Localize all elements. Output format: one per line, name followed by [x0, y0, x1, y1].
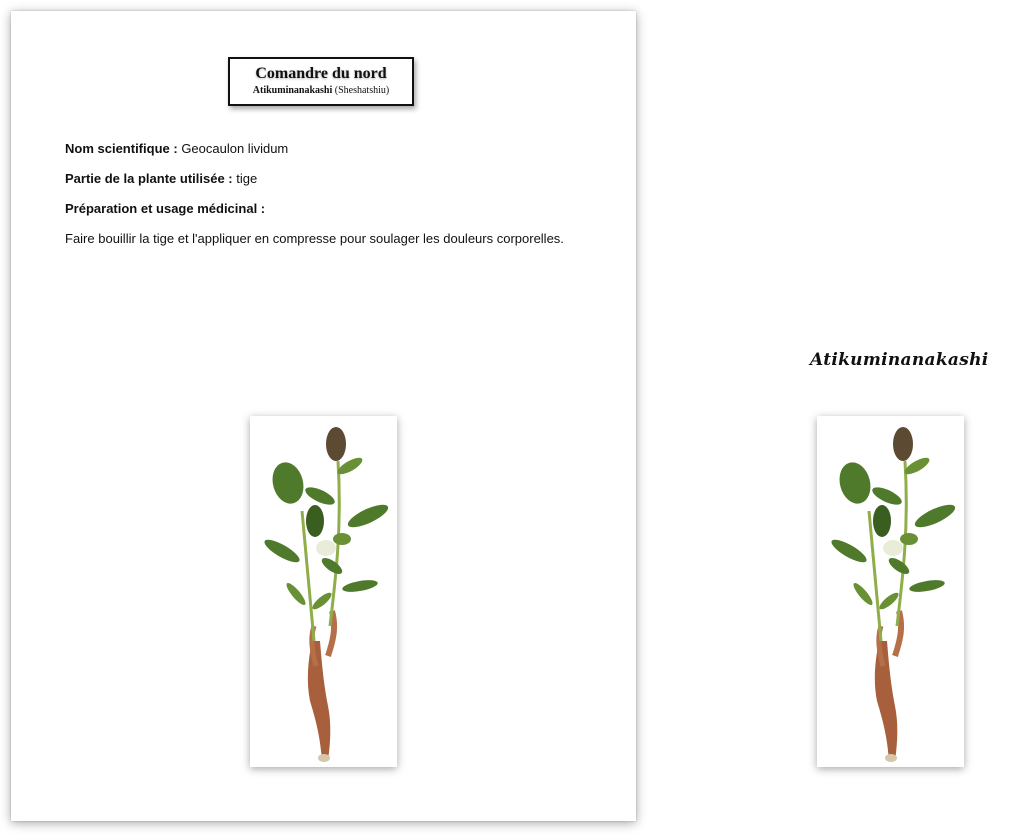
- subtitle-bold: Atikuminanakashi: [252, 85, 333, 96]
- subtitle-rest: (Sheshatshiu): [334, 85, 390, 96]
- field-label: Préparation et usage médicinal :: [65, 201, 266, 216]
- field-plant-part: [65, 171, 257, 186]
- field-scientific-name: [65, 141, 288, 156]
- document-page: [11, 11, 636, 821]
- title-box: [228, 57, 414, 106]
- side-plant-photo: [817, 416, 964, 767]
- page-subtitle: [230, 85, 412, 96]
- description-text: Faire bouillir la tige et l'appliquer en compresse pour soulager les douleurs corporelles.: [65, 231, 564, 246]
- field-label: Nom scientifique :: [65, 141, 178, 156]
- field-label: Partie de la plante utilisée :: [65, 171, 233, 186]
- page-title: Comandre du nord: [255, 65, 387, 82]
- side-plant-illustration: [817, 416, 964, 767]
- field-value: Geocaulon lividum: [181, 141, 289, 156]
- field-value: tige: [236, 171, 258, 186]
- plant-illustration: [250, 416, 397, 767]
- side-caption: Atikuminanakashi: [810, 350, 989, 370]
- plant-photo: [250, 416, 397, 767]
- field-preparation: [65, 201, 265, 216]
